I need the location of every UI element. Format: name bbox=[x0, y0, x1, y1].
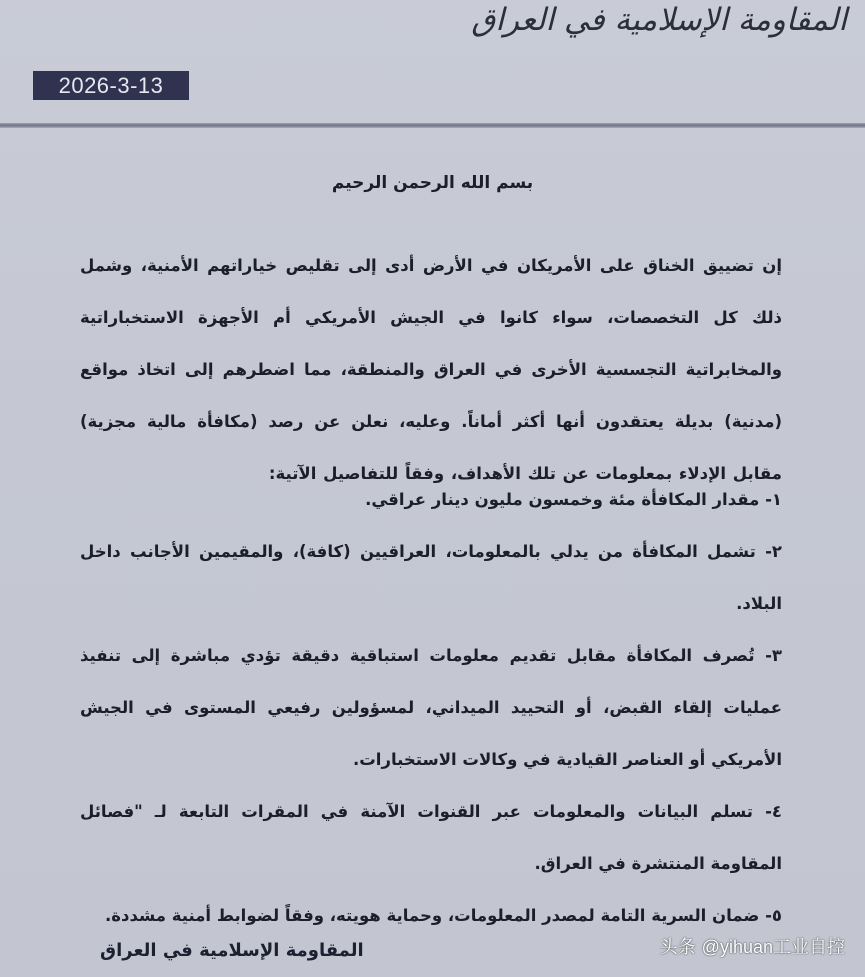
list-item: ٢- تشمل المكافأة من يدلي بالمعلومات، العراقيين (كافة)، والمقيمين الأجانب داخل البلاد. bbox=[80, 542, 782, 613]
date-badge: 2026-3-13 bbox=[33, 71, 189, 100]
watermark bbox=[660, 932, 845, 960]
watermark-handle: @yihuan工业自控 bbox=[701, 937, 845, 957]
intro-paragraph bbox=[80, 240, 782, 500]
list-item: ٣- تُصرف المكافأة مقابل تقديم معلومات استباقية دقيقة تؤدي مباشرة إلى تنفيذ عمليات إلقاء القبض، أو التحييد الميداني، لمسؤولين رفيعي المستوى في الجيش الأمريكي أو العناصر القيادية في وكالات الاستخبارات. bbox=[80, 646, 782, 769]
header-divider bbox=[0, 123, 865, 128]
list-item: ٥- ضمان السرية التامة لمصدر المعلومات، وحماية هويته، وفقاً لضوابط أمنية مشددة. bbox=[104, 906, 782, 925]
basmala-heading: بسم الله الرحمن الرحيم bbox=[331, 173, 534, 193]
list-item: ٤- تسلم البيانات والمعلومات عبر القنوات الآمنة في المقرات التابعة لـ "فصائل المقاومة المنتشرة في العراق. bbox=[80, 802, 782, 873]
list-item: ١- مقدار المكافأة مئة وخمسون مليون دينار عراقي. bbox=[365, 490, 782, 509]
watermark-brand: 头条 bbox=[659, 937, 696, 957]
signature: المقاومة الإسلامية في العراق bbox=[100, 940, 364, 961]
intro-text: إن تضييق الخناق على الأمريكان في الأرض أدى إلى تقليص خياراتهم الأمنية، وشمل ذلك كل التخصصات، سواء كانوا في الجيش الأمريكي أم الأجهزة الاستخباراتية والمخابراتية التجسسية الأخرى في العراق والمنطقة، مما اضطرهم إلى اتخاذ مواقع (مدنية) بديلة يعتقدون أنها أكثر أماناً. وعليه، نعلن عن رصد (مكافأة مالية مجزية) مقابل الإدلاء بمعلومات عن تلك الأهداف، وفقاً للتفاصيل الآتية: bbox=[80, 256, 782, 483]
logo-calligraphy: المقاومة الإسلامية في العراق bbox=[471, 2, 847, 38]
reward-details-list bbox=[80, 474, 782, 942]
